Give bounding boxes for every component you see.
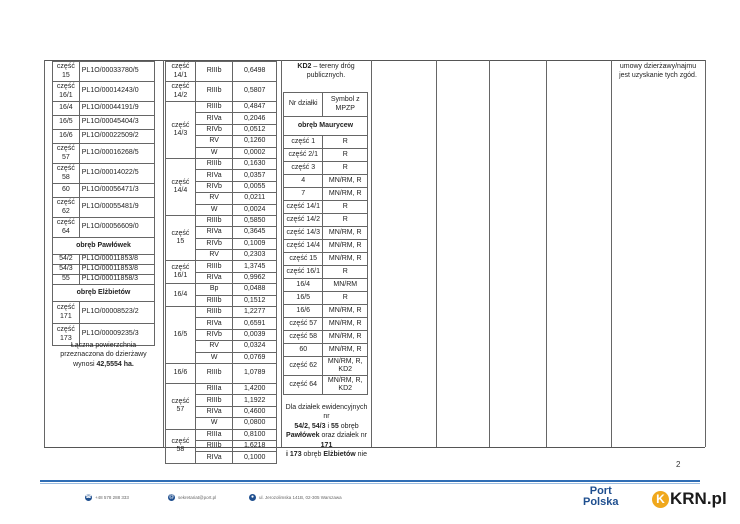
parcel-number: część 14/4 [284, 240, 323, 253]
precinct-header: obręb Pawłówek [53, 238, 155, 255]
table-row [53, 102, 155, 116]
parcel-number: 16/6 [284, 305, 323, 318]
footer-email [168, 494, 216, 501]
parcel-number: 54/2 [53, 255, 80, 265]
area-value: 0,9962 [233, 272, 277, 283]
land-class: RIIIa [195, 429, 233, 440]
parcel-number: część 14/1 [284, 201, 323, 214]
note-precinct: Pawłówek [286, 432, 320, 440]
land-register-number: PL1O/00014243/0 [79, 82, 154, 102]
land-register-number: PL1O/00056471/3 [79, 184, 154, 198]
table-row [284, 201, 368, 214]
zoning-symbol: MN/RM, R [323, 305, 368, 318]
table-row [284, 305, 368, 318]
note-parcels: 171 [320, 441, 333, 449]
table-row [53, 275, 155, 285]
table-row [284, 149, 368, 162]
table-row [166, 383, 277, 394]
column-divider [436, 60, 437, 447]
footer-email-text: sekretariat@port.pl [178, 495, 217, 500]
table-row [166, 284, 277, 295]
land-class: RIIIb [195, 102, 233, 113]
kd2-symbol: KD2 [297, 63, 312, 70]
table-row [53, 265, 155, 275]
table-row [284, 188, 368, 201]
land-class: RV [195, 341, 233, 352]
land-class: W [195, 418, 233, 429]
table-row [53, 184, 155, 198]
parcel-number: część 62 [53, 198, 80, 218]
zoning-symbol: MN/RM, R, KD2 [323, 376, 368, 395]
column-divider [371, 60, 372, 447]
parcel-number: część 3 [284, 162, 323, 175]
land-register-number: PL1O/00033780/5 [79, 62, 154, 82]
parcel-number: część 14/3 [166, 102, 196, 159]
land-class: RV [195, 250, 233, 261]
total-area-value: 42,5554 ha. [96, 360, 134, 368]
table-row [53, 144, 155, 164]
table-row [53, 238, 155, 255]
note-text: Dla działek ewidencyjnych nr [285, 404, 368, 421]
land-class: RIIIa [195, 383, 233, 394]
parcel-number: część 57 [284, 318, 323, 331]
logo-line-2: Polska [583, 496, 619, 508]
table-row [166, 62, 277, 82]
table-row [284, 253, 368, 266]
zoning-symbol: R [323, 136, 368, 149]
parcel-number: część 14/2 [166, 82, 196, 102]
land-register-number: PL1O/00022509/2 [79, 130, 154, 144]
parcel-number: część 58 [284, 331, 323, 344]
parcel-number: 16/5 [166, 307, 196, 364]
precinct-header: obręb Elżbietów [53, 285, 155, 302]
land-class: RIVa [195, 227, 233, 238]
parcel-number: część 14/1 [166, 62, 196, 82]
footer-phone [85, 494, 129, 501]
note-text: i [325, 422, 331, 430]
parcel-number: część 64 [53, 218, 80, 238]
note-text: nie [355, 451, 367, 459]
land-class: RIIIb [195, 261, 233, 272]
email-icon: @ [168, 494, 175, 500]
krn-watermark [652, 489, 727, 509]
parcel-number: 7 [284, 188, 323, 201]
area-value: 1,3745 [233, 261, 277, 272]
land-class: W [195, 352, 233, 363]
zoning-symbol: MN/RM, R [323, 331, 368, 344]
land-register-number: PL1O/00045404/3 [79, 116, 154, 130]
area-value: 1,0789 [233, 363, 277, 383]
table-row [53, 255, 155, 265]
land-class: RIVa [195, 452, 233, 463]
table-row [166, 102, 277, 113]
logo-line-1: Port [589, 485, 612, 497]
area-value: 0,0512 [233, 124, 277, 135]
table-row [284, 344, 368, 357]
area-value: 0,1630 [233, 158, 277, 169]
land-register-number: PL1O/00055481/9 [79, 198, 154, 218]
land-class: RIIIb [195, 158, 233, 169]
table-row [53, 82, 155, 102]
table-row [284, 162, 368, 175]
note-text: oraz działek nr [319, 432, 367, 440]
land-class: RIIIb [195, 82, 233, 102]
area-value: 0,4600 [233, 406, 277, 417]
area-value: 1,1922 [233, 395, 277, 406]
area-value: 0,1000 [233, 452, 277, 463]
land-class: RIIIb [195, 440, 233, 451]
area-value: 0,2303 [233, 250, 277, 261]
parcel-number: część 173 [53, 324, 80, 346]
area-value: 0,2046 [233, 113, 277, 124]
area-value: 0,8100 [233, 429, 277, 440]
parcel-number: 16/6 [53, 130, 80, 144]
land-class: RIIIb [195, 215, 233, 226]
area-value: 0,0488 [233, 284, 277, 295]
parcel-number: 4 [284, 175, 323, 188]
zoning-symbols-table [283, 92, 368, 395]
area-value: 0,0039 [233, 329, 277, 340]
land-register-number: PL1O/00016268/5 [79, 144, 154, 164]
zoning-symbol: R [323, 162, 368, 175]
parcel-number: część 58 [53, 164, 80, 184]
area-value: 0,1009 [233, 238, 277, 249]
footer-address-text: ul. Jerozolimska 141B, 02-305 Warszawa [259, 495, 342, 500]
table-row [284, 136, 368, 149]
table-row [284, 117, 368, 136]
total-area-note [52, 341, 155, 371]
parcel-number: część 62 [284, 357, 323, 376]
area-value: 0,0324 [233, 341, 277, 352]
table-row [284, 227, 368, 240]
table-row [284, 93, 368, 117]
column-divider [44, 60, 45, 447]
krn-watermark-text: KRN.pl [670, 489, 727, 508]
area-value: 0,0055 [233, 181, 277, 192]
parcel-number: część 58 [166, 429, 196, 463]
table-row [53, 285, 155, 302]
table-bottom-border [44, 447, 705, 448]
table-row [284, 240, 368, 253]
table-row [53, 62, 155, 82]
land-register-number: PL1O/00044191/9 [79, 102, 154, 116]
parcel-number: 16/4 [284, 279, 323, 292]
zoning-symbol: MN/RM, R [323, 227, 368, 240]
parcel-number: część 57 [53, 144, 80, 164]
table-row [284, 175, 368, 188]
table-row [53, 198, 155, 218]
area-value: 1,4200 [233, 383, 277, 394]
zoning-symbol: MN/RM, R, KD2 [323, 357, 368, 376]
area-value: 0,0024 [233, 204, 277, 215]
zoning-symbol: MN/RM, R [323, 175, 368, 188]
land-class: RIVb [195, 124, 233, 135]
table-row [53, 302, 155, 324]
land-class: RIIIb [195, 295, 233, 306]
land-class: RIIIb [195, 363, 233, 383]
table-row [284, 318, 368, 331]
land-register-number: PL1O/00008523/2 [79, 302, 154, 324]
table-row [53, 218, 155, 238]
location-icon: ● [250, 494, 255, 500]
land-class: Bp [195, 284, 233, 295]
area-value: 0,0211 [233, 193, 277, 204]
zoning-symbol: R [323, 149, 368, 162]
land-class: RIIIb [195, 395, 233, 406]
area-value: 0,0002 [233, 147, 277, 158]
land-register-number: PL1O/00011853/8 [79, 265, 154, 275]
table-row [53, 164, 155, 184]
parcel-number: część 14/4 [166, 158, 196, 215]
parcel-number: część 57 [166, 383, 196, 429]
parcel-number: część 1 [284, 136, 323, 149]
parcel-number: część 16/1 [53, 82, 80, 102]
zoning-symbol: MN/RM, R [323, 188, 368, 201]
land-register-number: PL1O/00011853/8 [79, 255, 154, 265]
table-row [166, 363, 277, 383]
area-value: 0,0769 [233, 352, 277, 363]
column-divider [611, 60, 612, 447]
land-class-table [165, 61, 277, 464]
land-class: RIVa [195, 272, 233, 283]
parcel-number: część 14/3 [284, 227, 323, 240]
table-row [53, 116, 155, 130]
land-class: RV [195, 136, 233, 147]
parcel-number: część 171 [53, 302, 80, 324]
column-divider [705, 60, 706, 447]
land-class: RIIIb [195, 307, 233, 318]
area-value: 0,1260 [233, 136, 277, 147]
area-value: 0,3645 [233, 227, 277, 238]
parcel-number: 55 [53, 275, 80, 285]
land-class: W [195, 204, 233, 215]
land-class: RIVb [195, 329, 233, 340]
parcel-number: 16/4 [166, 284, 196, 307]
parcel-note [283, 403, 370, 459]
page-number: 2 [676, 460, 681, 469]
land-register-number: PL1O/00014022/5 [79, 164, 154, 184]
column-header: Symbol z MPZP [323, 93, 368, 117]
table-row [284, 376, 368, 395]
footer-rule [40, 480, 700, 482]
parcel-number: część 15 [284, 253, 323, 266]
table-row [284, 266, 368, 279]
parcel-number: część 2/1 [284, 149, 323, 162]
footer-rule-thin [40, 483, 700, 484]
port-polska-logo [583, 486, 618, 508]
zoning-symbol: R [323, 292, 368, 305]
area-value: 1,2277 [233, 307, 277, 318]
parcel-number: część 16/1 [284, 266, 323, 279]
column-divider [546, 60, 547, 447]
zoning-symbol: MN/RM, R [323, 318, 368, 331]
column-header: Nr działki [284, 93, 323, 117]
note-text: obręb [301, 451, 324, 459]
krn-logo-icon: K [652, 491, 669, 508]
parcel-number: 16/5 [53, 116, 80, 130]
note-parcels: 54/2, 54/3 [294, 422, 326, 430]
area-value: 0,5807 [233, 82, 277, 102]
footer-phone-text: +48 578 288 333 [95, 495, 129, 500]
parcel-number: część 15 [53, 62, 80, 82]
parcel-number: 16/5 [284, 292, 323, 305]
area-value: 0,0800 [233, 418, 277, 429]
parcel-number: 16/6 [166, 363, 196, 383]
zoning-symbol: MN/RM, R [323, 253, 368, 266]
table-row [284, 292, 368, 305]
table-row [284, 331, 368, 344]
zoning-symbol: R [323, 266, 368, 279]
zoning-symbol: MN/RM, R [323, 344, 368, 357]
table-row [166, 429, 277, 440]
note-precinct: Elżbietów [323, 451, 356, 459]
land-class: RIVa [195, 113, 233, 124]
note-parcels: 55 [330, 422, 339, 430]
land-class: RIVa [195, 318, 233, 329]
area-value: 0,1512 [233, 295, 277, 306]
land-class: RIVb [195, 238, 233, 249]
table-row [53, 130, 155, 144]
column-divider [163, 60, 164, 447]
table-row [166, 82, 277, 102]
land-register-table [52, 61, 155, 346]
area-value: 0,5850 [233, 215, 277, 226]
zoning-symbol: R [323, 201, 368, 214]
land-register-number: PL1O/00009235/3 [79, 324, 154, 346]
zoning-symbol: R [323, 214, 368, 227]
table-row [284, 357, 368, 376]
precinct-header: obręb Maurycew [284, 117, 368, 136]
column-divider [281, 60, 282, 447]
area-value: 0,6591 [233, 318, 277, 329]
parcel-number: 60 [284, 344, 323, 357]
area-value: 0,4847 [233, 102, 277, 113]
table-row [166, 261, 277, 272]
land-class: RIIIb [195, 62, 233, 82]
footer-address [249, 494, 342, 501]
table-row [284, 279, 368, 292]
parcel-number: część 64 [284, 376, 323, 395]
table-row [166, 215, 277, 226]
land-class: W [195, 147, 233, 158]
table-row [166, 158, 277, 169]
note-parcels: i 173 [286, 451, 302, 459]
total-area-text: Łączna powierzchnia przeznaczona do dzierżawy wynosi [60, 342, 147, 368]
land-class: RIVa [195, 406, 233, 417]
area-value: 0,6498 [233, 62, 277, 82]
parcel-number: 16/4 [53, 102, 80, 116]
area-value: 0,0357 [233, 170, 277, 181]
phone-icon: ☎ [85, 494, 92, 500]
land-class: RIVb [195, 181, 233, 192]
land-register-number: PL1O/00011858/3 [79, 275, 154, 285]
column-divider [489, 60, 490, 447]
parcel-number: część 15 [166, 215, 196, 261]
land-register-number: PL1O/00056609/0 [79, 218, 154, 238]
parcel-number: część 14/2 [284, 214, 323, 227]
parcel-number: część 16/1 [166, 261, 196, 284]
land-class: RV [195, 193, 233, 204]
zoning-symbol: MN/RM, R [323, 240, 368, 253]
area-value: 1,6218 [233, 440, 277, 451]
zoning-symbol: MN/RM [323, 279, 368, 292]
note-text: obręb [338, 422, 359, 430]
kd2-text: – tereny dróg publicznych. [306, 63, 355, 80]
table-row [166, 307, 277, 318]
land-class: RIVa [195, 170, 233, 181]
parcel-number: 60 [53, 184, 80, 198]
parcel-number: 54/3 [53, 265, 80, 275]
consent-note: umowy dzierżawy/najmu jest uzyskanie tych zgód. [619, 63, 697, 80]
kd2-description [286, 62, 366, 83]
table-row [284, 214, 368, 227]
